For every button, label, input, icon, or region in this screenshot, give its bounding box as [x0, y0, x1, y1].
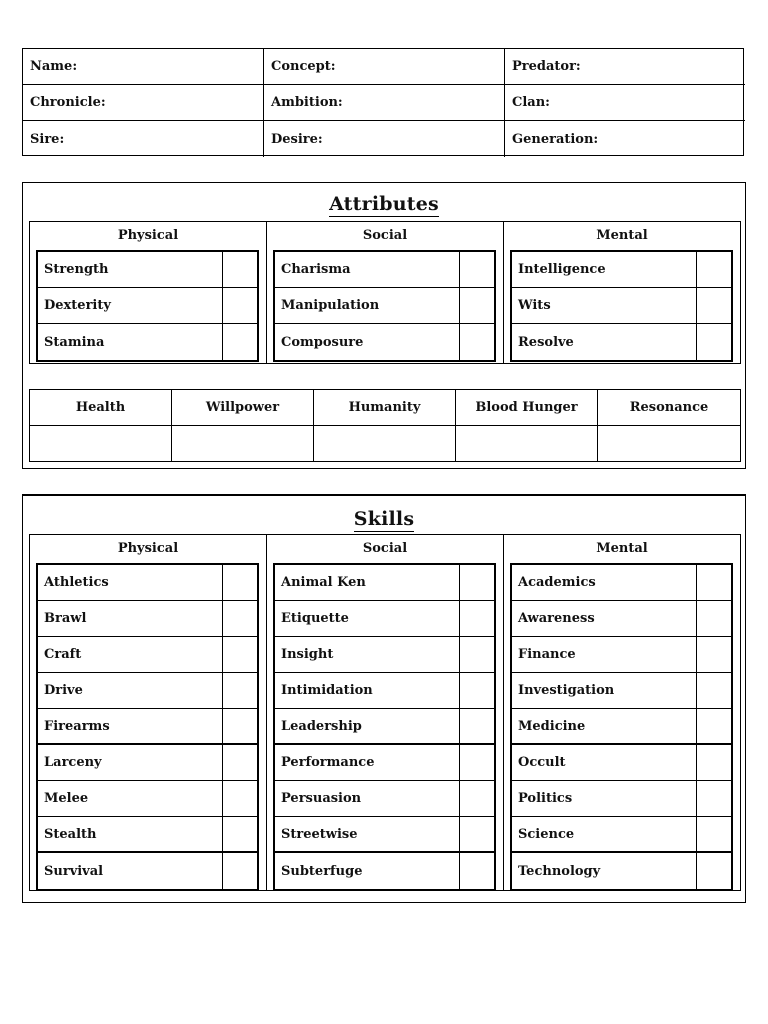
- chronicle-field[interactable]: [23, 85, 264, 121]
- skill-row: [38, 781, 257, 817]
- attribute-row-dexterity: [38, 288, 257, 324]
- skill-label: Science: [518, 826, 575, 842]
- attribute-value-box[interactable]: [222, 324, 257, 360]
- attribute-value-box[interactable]: [459, 288, 494, 323]
- attribute-value-box[interactable]: [696, 324, 731, 360]
- skill-row: [512, 853, 731, 889]
- attributes-mental-list: [510, 250, 733, 362]
- skills-section: [22, 494, 746, 903]
- skill-value-box[interactable]: [222, 601, 257, 636]
- sire-field[interactable]: [23, 121, 264, 157]
- skill-value-box[interactable]: [459, 817, 494, 851]
- skill-value-box[interactable]: [222, 853, 257, 889]
- skill-value-box[interactable]: [222, 565, 257, 600]
- attribute-row-composure: [275, 324, 494, 360]
- skill-value-box[interactable]: [459, 601, 494, 636]
- tracker-value-willpower[interactable]: [172, 426, 314, 461]
- tracker-header-willpower: Willpower: [172, 390, 314, 426]
- attribute-row-charisma: [275, 252, 494, 288]
- skill-label: Technology: [518, 863, 601, 879]
- sire-label: Sire:: [30, 131, 65, 147]
- skill-label: Drive: [44, 683, 83, 698]
- tracker-header-health: Health: [30, 390, 172, 426]
- skill-label: Animal Ken: [281, 575, 366, 590]
- skill-row: [512, 745, 731, 781]
- skill-value-box[interactable]: [222, 709, 257, 743]
- skill-row: [512, 817, 731, 853]
- skill-row: [38, 673, 257, 709]
- attribute-row-resolve: [512, 324, 731, 360]
- skills-social-heading: Social: [362, 541, 408, 556]
- skill-row: [38, 601, 257, 637]
- skill-label: Awareness: [518, 611, 595, 626]
- skill-value-box[interactable]: [459, 781, 494, 816]
- skill-row: [275, 673, 494, 709]
- skill-label: Intimidation: [281, 683, 373, 698]
- predator-field[interactable]: [505, 49, 745, 85]
- tracker-header-humanity: Humanity: [314, 390, 456, 426]
- skill-label: Firearms: [44, 718, 110, 734]
- skill-row: [38, 637, 257, 673]
- desire-field[interactable]: [264, 121, 505, 157]
- skill-row: [512, 601, 731, 637]
- skills-physical-heading: Physical: [117, 541, 179, 556]
- attributes-section: [22, 182, 746, 469]
- attribute-row-manipulation: [275, 288, 494, 324]
- attribute-row-wits: [512, 288, 731, 324]
- skills-mental-heading: Mental: [596, 541, 648, 556]
- skill-row: [512, 709, 731, 745]
- attribute-label: Charisma: [281, 262, 351, 277]
- skill-value-box[interactable]: [222, 817, 257, 851]
- skill-label: Athletics: [44, 575, 109, 590]
- skill-label: Investigation: [518, 683, 615, 698]
- clan-label: Clan:: [512, 95, 550, 110]
- skills-mental-column: [503, 535, 740, 890]
- skill-label: Politics: [518, 791, 573, 806]
- tracker-value-resonance[interactable]: [598, 426, 740, 461]
- skills-physical-list: [36, 563, 259, 891]
- attribute-row-intelligence: [512, 252, 731, 288]
- skill-label: Brawl: [44, 611, 87, 626]
- attributes-physical-list: [36, 250, 259, 362]
- skills-physical-column: [30, 535, 266, 890]
- skill-label: Etiquette: [281, 611, 349, 626]
- ambition-field[interactable]: [264, 85, 505, 121]
- skill-label: Survival: [44, 863, 104, 879]
- attribute-label: Dexterity: [44, 298, 111, 313]
- skills-social-list: [273, 563, 496, 891]
- generation-field[interactable]: [505, 121, 745, 157]
- skills-social-column: [266, 535, 503, 890]
- tracker-value-blood-hunger[interactable]: [456, 426, 598, 461]
- skill-value-box[interactable]: [696, 745, 731, 780]
- skill-row: [512, 565, 731, 601]
- tracker-value-health[interactable]: [30, 426, 172, 461]
- skill-value-box[interactable]: [696, 601, 731, 636]
- attribute-value-box[interactable]: [459, 324, 494, 360]
- skill-row: [512, 673, 731, 709]
- skill-value-box[interactable]: [459, 745, 494, 780]
- name-field[interactable]: [23, 49, 264, 85]
- skill-value-box[interactable]: [696, 637, 731, 672]
- skill-label: Medicine: [518, 718, 586, 734]
- skill-value-box[interactable]: [696, 673, 731, 708]
- attribute-value-box[interactable]: [222, 252, 257, 287]
- attributes-columns: [29, 221, 741, 364]
- name-label: Name:: [30, 59, 78, 74]
- skill-row: [275, 637, 494, 673]
- chronicle-label: Chronicle:: [30, 95, 106, 110]
- attribute-value-box[interactable]: [696, 252, 731, 287]
- skill-label: Persuasion: [281, 791, 362, 806]
- skill-row: [275, 817, 494, 853]
- skill-row: [275, 565, 494, 601]
- attributes-social-heading: Social: [362, 228, 408, 243]
- attributes-physical-heading: Physical: [117, 228, 179, 243]
- concept-field[interactable]: [264, 49, 505, 85]
- tracker-header-resonance: Resonance: [598, 390, 740, 426]
- attribute-value-box[interactable]: [459, 252, 494, 287]
- attribute-label: Manipulation: [281, 298, 380, 313]
- character-info-grid: [22, 48, 744, 156]
- skill-value-box[interactable]: [696, 709, 731, 743]
- generation-label: Generation:: [512, 131, 599, 147]
- skill-row: [38, 565, 257, 601]
- skill-label: Performance: [281, 755, 375, 770]
- tracker-value-humanity[interactable]: [314, 426, 456, 461]
- skill-label: Leadership: [281, 718, 362, 734]
- skill-value-box[interactable]: [222, 637, 257, 672]
- skill-row: [275, 601, 494, 637]
- attribute-value-box[interactable]: [696, 288, 731, 323]
- skill-value-box[interactable]: [696, 565, 731, 600]
- skill-value-box[interactable]: [696, 853, 731, 889]
- skill-value-box[interactable]: [459, 673, 494, 708]
- skill-row: [38, 817, 257, 853]
- skill-label: Finance: [518, 647, 576, 662]
- skill-row: [512, 781, 731, 817]
- skill-label: Melee: [44, 791, 89, 806]
- attributes-mental-heading: Mental: [596, 228, 648, 243]
- attribute-label: Composure: [281, 334, 364, 350]
- attributes-social-column: [266, 222, 503, 363]
- skill-label: Craft: [44, 647, 82, 662]
- attribute-label: Strength: [44, 262, 109, 277]
- skill-label: Larceny: [44, 755, 102, 770]
- skill-label: Insight: [281, 647, 334, 662]
- skill-label: Occult: [518, 755, 566, 770]
- skills-title: Skills: [353, 508, 415, 530]
- skill-value-box[interactable]: [222, 781, 257, 816]
- skill-row: [275, 745, 494, 781]
- skill-row: [275, 781, 494, 817]
- trackers-table: [29, 389, 741, 462]
- attribute-value-box[interactable]: [222, 288, 257, 323]
- attributes-physical-column: [30, 222, 266, 363]
- skill-value-box[interactable]: [696, 817, 731, 851]
- concept-label: Concept:: [271, 59, 336, 74]
- skills-columns: [29, 534, 741, 891]
- attribute-row-strength: [38, 252, 257, 288]
- skill-value-box[interactable]: [222, 745, 257, 780]
- skill-value-box[interactable]: [459, 853, 494, 889]
- skill-value-box[interactable]: [459, 709, 494, 743]
- skill-label: Academics: [518, 575, 596, 590]
- skill-value-box[interactable]: [459, 637, 494, 672]
- predator-label: Predator:: [512, 59, 581, 74]
- tracker-header-blood-hunger: Blood Hunger: [456, 390, 598, 426]
- desire-label: Desire:: [271, 131, 323, 147]
- clan-field[interactable]: [505, 85, 745, 121]
- skill-value-box[interactable]: [222, 673, 257, 708]
- attribute-label: Resolve: [518, 334, 574, 350]
- skill-label: Streetwise: [281, 826, 358, 842]
- skill-row: [275, 709, 494, 745]
- attributes-social-list: [273, 250, 496, 362]
- skill-label: Stealth: [44, 826, 97, 842]
- skills-mental-list: [510, 563, 733, 891]
- skill-row: [38, 709, 257, 745]
- skill-row: [38, 853, 257, 889]
- skill-row: [512, 637, 731, 673]
- skill-value-box[interactable]: [696, 781, 731, 816]
- attributes-mental-column: [503, 222, 740, 363]
- ambition-label: Ambition:: [271, 95, 343, 110]
- attribute-label: Stamina: [44, 334, 105, 350]
- skill-row: [275, 853, 494, 889]
- attribute-label: Intelligence: [518, 262, 606, 277]
- skill-row: [38, 745, 257, 781]
- attribute-row-stamina: [38, 324, 257, 360]
- skill-label: Subterfuge: [281, 863, 363, 879]
- attribute-label: Wits: [518, 298, 551, 313]
- attributes-title: Attributes: [329, 193, 439, 215]
- skill-value-box[interactable]: [459, 565, 494, 600]
